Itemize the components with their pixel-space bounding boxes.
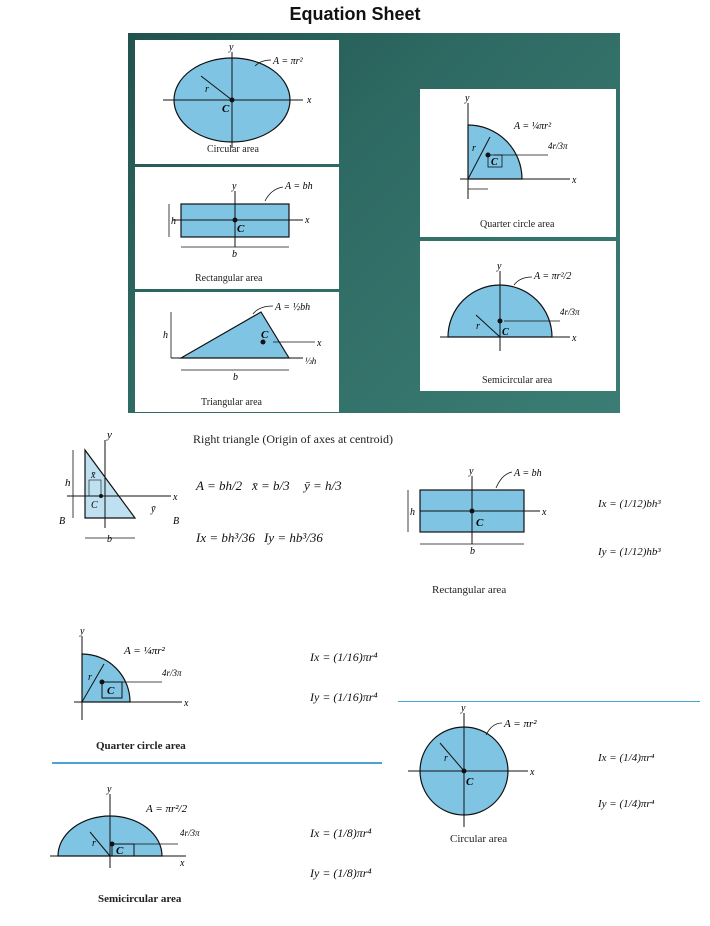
circle2-y: y: [461, 703, 466, 714]
quarter2-offset: 4r/3π: [162, 668, 182, 678]
rect2-x: x: [542, 507, 547, 518]
quarter-area: A = ¼πr²: [514, 121, 552, 132]
tri-x: x: [317, 338, 322, 349]
rt-x: x: [173, 492, 178, 503]
quarter2-x: x: [184, 698, 189, 709]
rt-ix-formula: Ix = bh³/36: [196, 530, 255, 545]
section-divider-right: [398, 701, 700, 702]
rect-card: [135, 167, 339, 289]
rect-area: A = bh: [285, 181, 313, 192]
rect2-diagram: [400, 460, 570, 560]
semi-c: C: [502, 327, 509, 338]
quarter-offset: 4r/3π: [548, 141, 568, 151]
rect-x: x: [305, 215, 310, 226]
tri-card: [135, 292, 339, 412]
semi2-y: y: [107, 784, 112, 795]
section-divider-left: [52, 762, 382, 764]
quarter2-iy: Iy = (1/16)πr⁴: [310, 690, 378, 704]
quarter2-ix: Ix = (1/16)πr⁴: [310, 650, 378, 664]
quarter-c: C: [491, 157, 498, 168]
semi-x: x: [572, 333, 577, 344]
circle2-x: x: [530, 767, 535, 778]
semi-label: Semicircular area: [482, 375, 553, 386]
semi2-r: r: [92, 838, 96, 849]
rt-b-left: B: [59, 516, 66, 527]
circle2-c: C: [466, 776, 474, 788]
rt-b: b: [107, 534, 112, 545]
circular-card: [135, 40, 339, 164]
circle2-iy: Iy = (1/4)πr⁴: [598, 798, 655, 810]
rect2-ix: Ix = (1/12)bh³: [598, 498, 661, 510]
rect-h: h: [171, 216, 176, 227]
semi-r: r: [476, 321, 480, 332]
tri-h: h: [163, 330, 168, 341]
circle2-label: Circular area: [450, 833, 508, 845]
right-triangle-diagram: [55, 430, 195, 545]
quarter2-r: r: [88, 672, 92, 683]
semi2-c: C: [116, 845, 124, 857]
semi-offset: 4r/3π: [560, 307, 580, 317]
page-title: Equation Sheet: [289, 4, 421, 24]
tri-diagram: [135, 292, 339, 412]
rect-y: y: [232, 181, 237, 192]
rect2-iy: Iy = (1/12)hb³: [598, 546, 661, 558]
rt-ybar-formula: ȳ = h/3: [304, 478, 342, 493]
tri-b: b: [233, 372, 238, 383]
rect2-label: Rectangular area: [432, 584, 507, 596]
rt-y: y: [107, 429, 112, 441]
rt-ybar: ȳ: [151, 504, 156, 515]
circle2-ix: Ix = (1/4)πr⁴: [598, 752, 655, 764]
circle-c: C: [222, 103, 230, 115]
rt-iy-formula: Iy = hb³/36: [264, 530, 323, 545]
quarter-label: Quarter circle area: [480, 219, 555, 230]
rt-xbar: x̄: [91, 470, 96, 481]
rt-xbar-formula: x̄ = b/3: [252, 478, 290, 493]
semi2-area: A = πr²/2: [146, 803, 188, 815]
quarter-y: y: [465, 93, 470, 104]
tri-label: Triangular area: [201, 397, 262, 408]
semi2-offset: 4r/3π: [180, 828, 200, 838]
rt-h: h: [65, 477, 71, 489]
rect2-area: A = bh: [514, 468, 542, 479]
rect-c: C: [237, 223, 245, 235]
semi2-diagram: [30, 784, 200, 880]
circle-x: x: [307, 95, 312, 106]
quarter-card: [420, 89, 616, 237]
semi-diagram: [420, 241, 616, 391]
rt-b-right: B: [173, 516, 180, 527]
quarter2-y: y: [80, 626, 85, 637]
semi2-label: Semicircular area: [98, 893, 182, 905]
rt-area-formula: A = bh/2: [196, 478, 243, 493]
rect2-b: b: [470, 546, 475, 557]
tri-third-h: ⅓h: [305, 356, 317, 366]
rect2-y: y: [469, 466, 474, 477]
semi2-ix: Ix = (1/8)πr⁴: [310, 826, 372, 840]
quarter2-label: Quarter circle area: [96, 740, 186, 752]
quarter2-c: C: [107, 685, 115, 697]
rect-b: b: [232, 249, 237, 260]
circle2-r: r: [444, 753, 448, 764]
circular-label: Circular area: [207, 144, 259, 155]
rect2-c: C: [476, 517, 484, 529]
semi-area: A = πr²/2: [534, 271, 572, 282]
rt-c: C: [91, 500, 98, 511]
semi2-x: x: [180, 858, 185, 869]
quarter-diagram: [420, 89, 616, 237]
circle2-area: A = πr²: [504, 718, 537, 730]
semi2-iy: Iy = (1/8)πr⁴: [310, 866, 372, 880]
rect-diagram: [135, 167, 339, 289]
circle-r: r: [205, 84, 209, 95]
right-triangle-header: Right triangle (Origin of axes at centroid): [193, 432, 393, 446]
quarter2-diagram: [70, 628, 200, 738]
quarter-x: x: [572, 175, 577, 186]
rect-label: Rectangular area: [195, 273, 263, 284]
tri-c: C: [261, 329, 269, 341]
circle-y: y: [229, 42, 234, 53]
circle2-diagram: [400, 705, 560, 835]
quarter-r: r: [472, 143, 476, 154]
rect2-h: h: [410, 507, 415, 518]
quarter2-area: A = ¼πr²: [124, 645, 165, 657]
semi-y: y: [497, 261, 502, 272]
semi-card: [420, 241, 616, 391]
tri-area: A = ½bh: [275, 302, 311, 313]
circle-area: A = πr²: [273, 56, 303, 67]
